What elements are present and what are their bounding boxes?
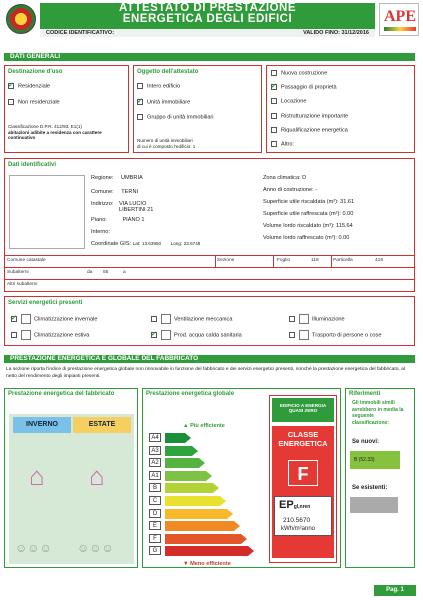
logo-stripe	[384, 27, 416, 31]
ogg-intero-label: Intero edificio	[147, 83, 181, 90]
title-line-1: ATTESTATO DI PRESTAZIONE	[118, 2, 297, 14]
checkbox[interactable]	[271, 127, 277, 133]
piu-efficiente: ▲ Più efficiente	[183, 423, 225, 429]
grid-line	[273, 255, 274, 267]
serv-trasporto[interactable]	[289, 330, 381, 340]
smiley-icons-summer: ☺☺☺	[77, 541, 114, 555]
mot-locazione[interactable]	[271, 98, 307, 104]
serv-clima-inv-label: Climatizzazione invernale	[34, 316, 98, 323]
class-label-a3: A3	[149, 446, 161, 455]
riferimenti-title: Riferimenti	[349, 391, 381, 397]
grid-line	[331, 255, 332, 267]
mot-altro[interactable]	[271, 141, 294, 147]
serv-ventilazione-label: Ventilazione meccanica	[174, 316, 233, 323]
mot-riqualificazione-label: Riqualificazione energetica	[281, 127, 348, 134]
motivazione-box	[266, 65, 415, 153]
piu-efficiente-label: Più efficiente	[190, 423, 225, 429]
class-bar-e	[165, 521, 234, 531]
checkbox[interactable]	[151, 332, 157, 338]
se-nuovi-label: Se nuovi:	[352, 439, 380, 445]
serv-acqua[interactable]	[151, 330, 242, 340]
checkbox[interactable]	[11, 332, 17, 338]
ape-logo-text: APE	[384, 8, 416, 25]
nzeb-label: EDIFICIO A ENERGIA QUASI ZERO	[272, 398, 334, 422]
comune-label: Comune:	[91, 189, 114, 195]
da-label: da	[87, 270, 93, 275]
piano-label: Piano:	[91, 217, 107, 223]
mot-riqualificazione[interactable]	[271, 127, 348, 133]
num-unita-1: Numero di unità immobiliari	[137, 138, 193, 143]
checkbox[interactable]	[137, 114, 143, 120]
classificazione-note: abitazioni adibite a residenza con carattere continuativo	[8, 130, 102, 140]
dest-residenziale-label: Residenziale	[18, 83, 51, 90]
ogg-unita-label: Unità immobiliare	[147, 99, 191, 106]
interno-label: Interno:	[91, 229, 110, 235]
se-esistenti-value	[350, 497, 398, 513]
class-label-g: G	[149, 546, 161, 555]
code-label: CODICE IDENTIFICATIVO:	[46, 30, 115, 36]
class-bar-f	[165, 534, 241, 544]
se-esistenti-label: Se esistenti:	[352, 485, 388, 491]
anno-costruzione: Anno di costruzione: -	[263, 187, 318, 193]
checkbox[interactable]	[8, 83, 14, 89]
class-bar-a4	[165, 433, 185, 443]
checkbox[interactable]	[8, 99, 14, 105]
class-bar-g	[165, 546, 248, 556]
estate-label: ESTATE	[73, 417, 131, 433]
superficie-raffrescata: Superficie utile raffrescata (m²): 0.00	[263, 211, 354, 217]
elevator-icon	[299, 330, 309, 340]
sezione-label: Sezione	[217, 258, 235, 263]
section-prestazione: PRESTAZIONE ENERGETICA E GLOBALE DEL FABBRICATO	[4, 355, 415, 363]
checkbox[interactable]	[271, 70, 277, 76]
ep-sub: gl,nren	[293, 504, 311, 510]
destinazione-box	[4, 65, 129, 153]
catasto-label: Comune catastale	[7, 258, 46, 263]
class-label-c: C	[149, 496, 161, 505]
snowflake-icon	[21, 330, 31, 340]
checkbox[interactable]	[271, 98, 277, 104]
regione-label: Regione:	[91, 175, 114, 181]
classe-value: F	[288, 460, 318, 486]
dest-non-residenziale[interactable]	[8, 99, 60, 105]
title-line-2: ENERGETICA DEGLI EDIFICI	[122, 13, 293, 25]
ogg-unita[interactable]	[137, 99, 190, 105]
mot-ristrutturazione[interactable]	[271, 113, 348, 119]
oggetto-box	[133, 65, 262, 153]
class-bar-a3	[165, 446, 192, 456]
num-unita-2: di cui è composto l'edificio: 1	[137, 144, 196, 149]
dati-id-title: Dati identificativi	[8, 162, 57, 168]
checkbox[interactable]	[137, 83, 143, 89]
se-nuovi-value: B (52.33)	[350, 451, 400, 469]
regione-value: UMBRIA	[120, 175, 143, 181]
class-bar-d	[165, 509, 227, 519]
serv-illuminazione-label: Illuminazione	[312, 316, 345, 323]
checkbox[interactable]	[271, 141, 277, 147]
long-label: Long:	[170, 241, 183, 246]
page-title	[40, 3, 375, 25]
zona-climatica: Zona climatica: D	[263, 175, 307, 181]
foglio-value: 118	[311, 258, 319, 263]
da-value: 55	[103, 270, 109, 275]
class-bar-c	[165, 496, 220, 506]
piano-value: PIANO 1	[122, 217, 145, 223]
serv-illuminazione[interactable]	[289, 314, 345, 324]
mot-nuova[interactable]	[271, 70, 327, 76]
foglio-label: Foglio	[277, 258, 291, 263]
lat-value: 13.63950	[141, 241, 162, 246]
checkbox[interactable]	[137, 99, 143, 105]
globale-title: Prestazione energetica globale	[146, 391, 235, 397]
class-label-e: E	[149, 521, 161, 530]
mot-altro-label: Altro:	[281, 141, 295, 148]
inverno-label: INVERNO	[13, 417, 71, 433]
checkbox[interactable]	[151, 316, 157, 322]
grid-line	[5, 279, 414, 280]
indirizzo-label: Indirizzo:	[91, 201, 114, 207]
serv-ventilazione[interactable]	[151, 314, 232, 324]
page-number: Pag. 1	[374, 585, 416, 596]
long-value: 23.6748	[183, 241, 201, 246]
serv-clima-est[interactable]	[11, 330, 89, 340]
smiley-icons-winter: ☺☺☺	[15, 541, 52, 555]
class-result-panel	[269, 395, 337, 563]
altri-subalterni-label: Altri subalterni	[7, 282, 38, 287]
prestazione-intro: La sezione riporta l'indice di prestazione energetica globale non rinnovabile in funzione del fabbricato e dei servizi energetici presenti, nonché la prestazione energetica del fabbricato, al netto del rendimento degli impianti presenti.	[6, 367, 405, 379]
meno-efficiente-label: Meno efficiente	[190, 561, 231, 567]
riferimenti-box	[345, 388, 415, 568]
fabbricato-box	[4, 388, 138, 568]
classe-label: CLASSE ENERGETICA	[278, 430, 328, 448]
ep-label: EP	[279, 499, 294, 511]
serv-trasporto-label: Trasporto di persone o cose	[312, 332, 382, 339]
class-bar-a2	[165, 458, 199, 468]
meno-efficiente: ▼ Meno efficiente	[183, 561, 231, 567]
page-header	[0, 0, 423, 44]
checkbox[interactable]	[11, 316, 17, 322]
dati-identificativi-box	[4, 158, 415, 292]
dest-non-residenziale-label: Non residenziale	[18, 99, 60, 106]
mot-nuova-label: Nuova costruzione	[281, 70, 328, 77]
indirizzo-value: VIA LUCIO LIBERTINI 21	[118, 201, 154, 213]
building-photo-placeholder	[9, 175, 85, 249]
fabbricato-title: Prestazione energetica del fabbricato	[8, 391, 115, 397]
checkbox[interactable]	[289, 332, 295, 338]
volume-riscaldato: Volume lordo riscaldato (m³): 115.64	[263, 223, 353, 229]
class-bar-b	[165, 483, 213, 493]
section-dati-generali: DATI GENERALI	[4, 53, 415, 61]
checkbox[interactable]	[289, 316, 295, 322]
ogg-gruppo[interactable]	[137, 114, 214, 120]
serv-clima-inv[interactable]	[11, 314, 97, 324]
a-label: a	[123, 270, 126, 275]
ep-value: 210.5670	[283, 517, 311, 524]
class-label-a2: A2	[149, 458, 161, 467]
summer-house-icon: ⌂	[89, 461, 105, 491]
comune-value: TERNI	[121, 189, 139, 195]
winter-house-icon: ⌂	[29, 461, 45, 491]
grid-line	[5, 267, 414, 268]
gis-label: Coordinate GIS:	[91, 241, 132, 247]
class-label-b: B	[149, 483, 161, 492]
superficie-riscaldata: Superficie utile riscaldata (m²): 31.61	[263, 199, 355, 205]
class-label-d: D	[149, 509, 161, 518]
code-bar	[40, 29, 375, 37]
serv-acqua-label: Prod. acqua calda sanitaria	[174, 332, 242, 339]
lat-label: Lat:	[132, 241, 141, 246]
checkbox[interactable]	[271, 113, 277, 119]
riferimenti-text: Gli immobili simili avrebbero in media la seguente classificazione:	[352, 400, 404, 426]
mot-ristrutturazione-label: Ristrutturazione importante	[281, 113, 349, 120]
validity-label: VALIDO FINO: 31/12/2016	[303, 30, 369, 36]
subalterni-label: Subalterni	[7, 270, 29, 275]
dest-residenziale[interactable]	[8, 83, 50, 89]
class-label-a4: A4	[149, 433, 161, 442]
class-bar-a1	[165, 471, 206, 481]
particella-label: Particella	[333, 258, 353, 263]
republic-seal-icon	[6, 4, 36, 34]
serv-clima-est-label: Climatizzazione estiva	[34, 332, 90, 339]
lightbulb-icon	[299, 314, 309, 324]
volume-raffrescato: Volume lordo raffrescato (m³): 0.00	[263, 235, 350, 241]
tap-icon	[161, 330, 171, 340]
class-label-a1: A1	[149, 471, 161, 480]
servizi-title: Servizi energetici presenti	[8, 300, 83, 306]
oggetto-title: Oggetto dell'attestato	[137, 69, 199, 75]
ape-logo	[379, 3, 419, 36]
ogg-gruppo-label: Gruppo di unità immobiliari	[147, 114, 214, 121]
ep-symbol	[279, 499, 310, 511]
ep-box	[274, 496, 332, 536]
mot-locazione-label: Locazione	[281, 98, 307, 105]
ogg-intero[interactable]	[137, 83, 180, 89]
fan-icon	[161, 314, 171, 324]
mot-passaggio-label: Passaggio di proprietà	[281, 84, 337, 91]
checkbox[interactable]	[271, 84, 277, 90]
ep-unit: kWh/m²anno	[281, 526, 316, 532]
grid-line	[215, 255, 216, 267]
particella-value: 416	[375, 258, 384, 263]
servizi-box	[4, 296, 415, 346]
globale-box	[142, 388, 341, 568]
radiator-icon	[21, 314, 31, 324]
mot-passaggio[interactable]	[271, 84, 337, 90]
destinazione-title: Destinazione d'uso	[8, 69, 63, 75]
grid-line	[5, 255, 414, 256]
classificazione: Classificazione D.P.R. 412/93: E1(1)	[8, 124, 82, 129]
class-label-f: F	[149, 534, 161, 543]
